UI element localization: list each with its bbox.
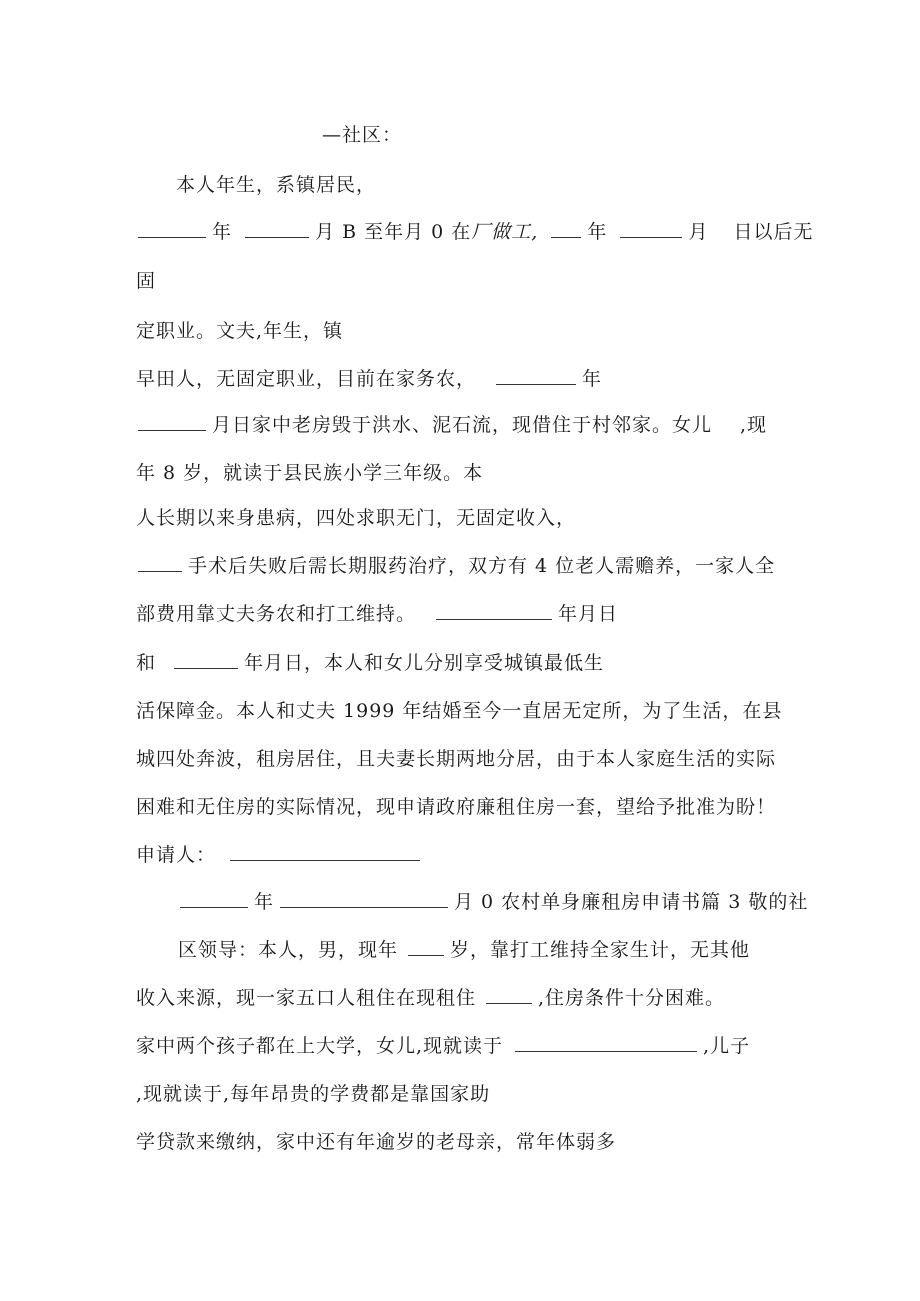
text-line: 活保障金。本人和丈夫 1999 年结婚至今一直居无定所，为了生活，在县 <box>136 700 783 722</box>
text-span: ,现 <box>740 414 768 436</box>
text-span: 月日家中老房毁于洪水、泥石流，现借住于村邻家。女儿 <box>212 414 713 436</box>
fill-blank <box>551 221 581 238</box>
text-span: 年月日，本人和女儿分别享受城镇最低生 <box>244 652 605 674</box>
text-line: 定职业。文夫,年生，镇 <box>136 320 344 342</box>
text-line: ,现就读于,每年昂贵的学费都是靠国家助 <box>136 1083 491 1105</box>
text-line: 城四处奔波，租房居住，且夫妻长期两地分居，由于本人家庭生活的实际 <box>136 748 777 770</box>
text-span: 年 <box>582 368 603 390</box>
text-span: 月 <box>688 221 709 243</box>
text-span: ,儿子 <box>703 1035 751 1057</box>
text-line <box>136 985 725 1011</box>
text-span: 家中两个孩子都在上大学，女儿,现就读于 <box>136 1035 504 1057</box>
fill-blank <box>408 939 444 956</box>
text-line: 固 <box>136 270 157 292</box>
applicant-label: 申请人： <box>136 844 217 866</box>
signature-blank <box>230 844 420 861</box>
fill-blank <box>620 221 682 238</box>
text-span: 年 <box>587 221 608 243</box>
fill-blank <box>436 603 552 620</box>
fill-blank <box>138 221 206 238</box>
fill-blank <box>138 414 206 431</box>
addressee-line: —社区： <box>322 124 403 146</box>
text-line <box>136 366 602 392</box>
fill-blank <box>138 555 182 572</box>
fill-blank <box>486 987 532 1004</box>
text-span: 年 <box>212 221 233 243</box>
text-line: 年 8 岁，就读于县民族小学三年级。本 <box>136 462 484 484</box>
fill-blank <box>280 891 448 908</box>
text-span: 月 B 至年月 0 在 <box>315 221 472 243</box>
text-line: 困难和无住房的实际情况，现申请政府廉租住房一套，望给予批准为盼！ <box>136 796 777 818</box>
text-span: ,住房条件十分困难。 <box>538 987 726 1009</box>
text-line: 本人年生，系镇居民， <box>176 174 377 196</box>
text-line <box>180 889 808 915</box>
text-span: 手术后失败后需长期服药治疗，双方有 4 位老人需赡养，一家人全 <box>188 555 776 577</box>
fill-blank <box>174 652 238 669</box>
fill-blank <box>180 891 248 908</box>
text-line: 学贷款来缴纳，家中还有年逾岁的老母亲，常年体弱多 <box>136 1131 617 1153</box>
fill-blank <box>245 221 309 238</box>
text-span: 区领导：本人，男，现年 <box>178 939 399 961</box>
fill-blank <box>496 368 576 385</box>
text-span: 年月日 <box>558 603 619 625</box>
text-span: 部费用靠丈夫务农和打工维持。 <box>136 603 417 625</box>
text-line <box>178 937 750 963</box>
text-line <box>138 219 814 245</box>
text-line <box>136 650 604 676</box>
signature-line <box>136 842 426 868</box>
text-line <box>136 1033 750 1059</box>
text-span: 厂做工, <box>471 221 539 243</box>
text-span: 岁，靠打工维持全家生计，无其他 <box>450 939 751 961</box>
text-span: 收入来源，现一家五口人租住在现租住 <box>136 987 477 1009</box>
text-span: 日以后无 <box>733 221 814 243</box>
text-span: 年 <box>254 891 275 913</box>
text-span: 早田人，无固定职业，目前在家务农， <box>136 368 477 390</box>
text-line <box>136 601 618 627</box>
fill-blank <box>515 1035 697 1052</box>
text-line: 人长期以来身患病，四处求职无门，无固定收入， <box>136 507 577 529</box>
text-span: 和 <box>136 652 157 674</box>
text-line <box>138 412 767 438</box>
text-span: 月 0 农村单身廉租房申请书篇 3 敬的社 <box>454 891 809 913</box>
text-line <box>138 553 775 579</box>
